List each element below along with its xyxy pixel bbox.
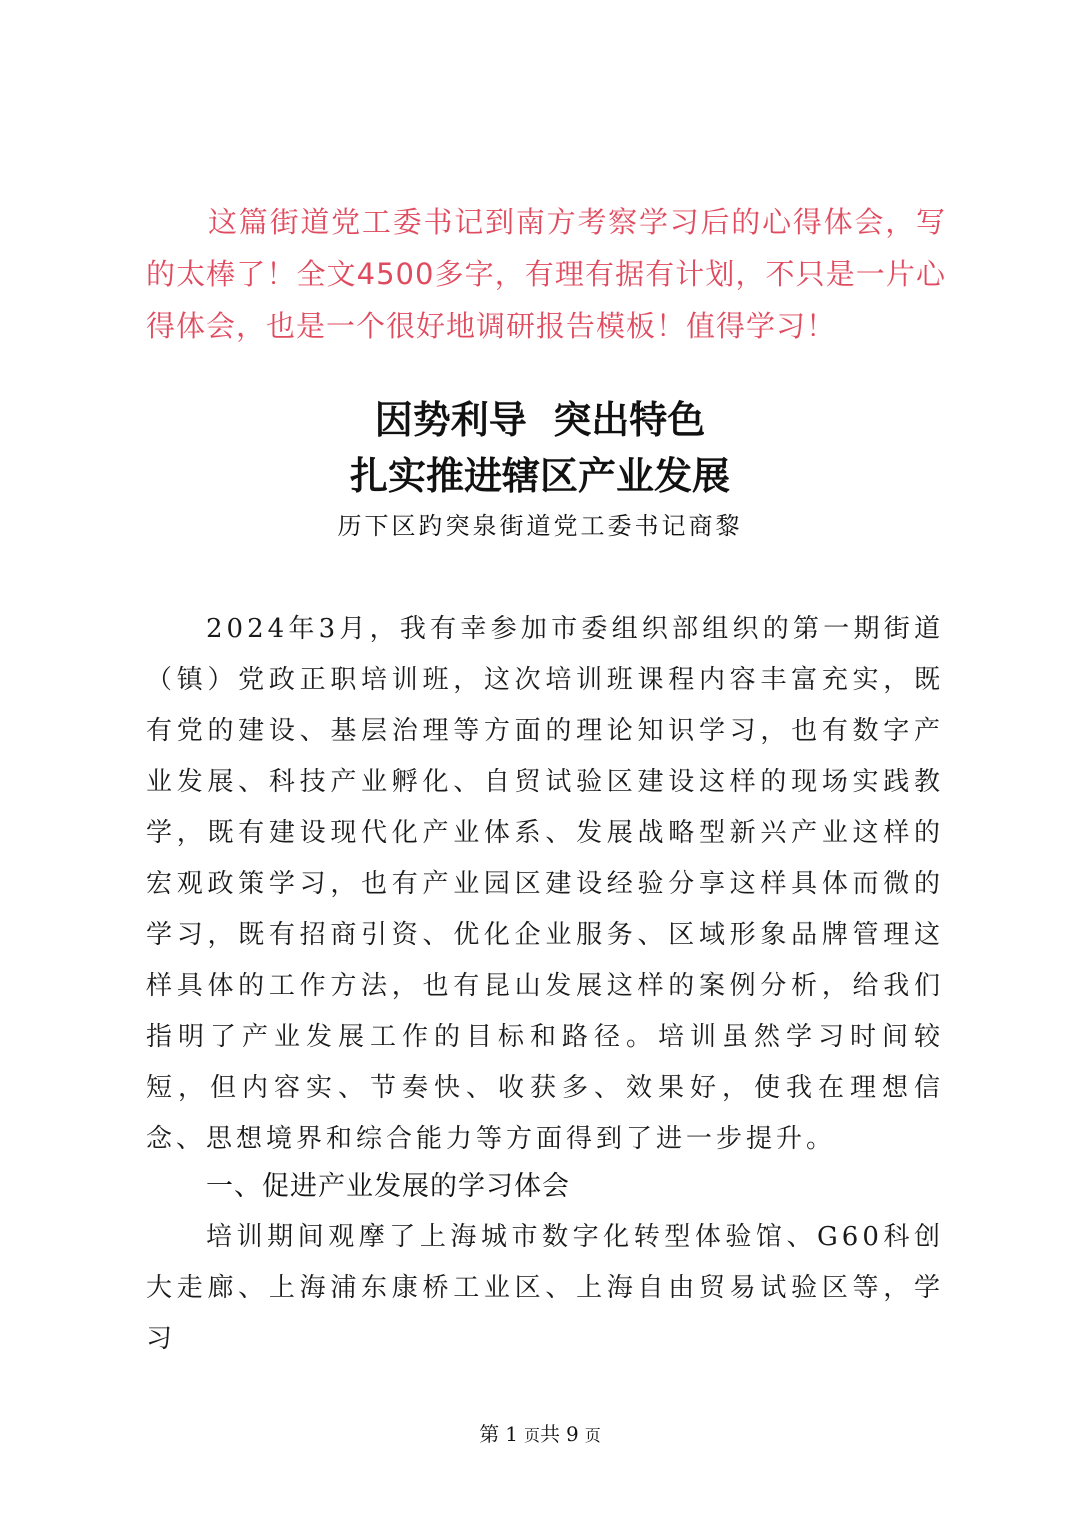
title-line-1: 因势利导 突出特色	[374, 397, 706, 442]
body-paragraph-2: 培训期间观摩了上海城市数字化转型体验馆、G60科创大走廊、上海浦东康桥工业区、上海自由贸易试验区等，学习	[146, 1222, 944, 1354]
footer-total-pages: 9	[566, 1422, 579, 1446]
title-line-2: 扎实推进辖区产业发展	[349, 453, 730, 498]
section-heading: 一、促进产业发展的学习体会	[206, 1171, 570, 1202]
page-footer	[0, 1418, 1080, 1447]
footer-page-word: 页	[523, 1426, 540, 1445]
footer-suffix: 页	[584, 1426, 601, 1445]
footer-total-word: 共	[540, 1422, 560, 1446]
footer-current-page: 1	[505, 1422, 518, 1446]
author-byline: 历下区趵突泉街道党工委书记商黎	[337, 512, 743, 540]
editor-note: 这篇街道党工委书记到南方考察学习后的心得体会，写的太棒了！全文4500多字，有理有据有计划，不只是一片心得体会，也是一个很好地调研报告模板！值得学习！	[146, 205, 946, 343]
footer-prefix: 第	[479, 1422, 500, 1446]
document-title	[0, 392, 1080, 504]
body-paragraph-1: 2024年3月，我有幸参加市委组织部组织的第一期街道（镇）党政正职培训班，这次培训班课程内容丰富充实，既有党的建设、基层治理等方面的理论知识学习，也有数字产业发展、科技产业孵化、自贸试验区建设这样的现场实践教学，既有建设现代化产业体系、发展战略型新兴产业这样的宏观政策学习，也有产业园区建设经验分享这样具体而微的学习，既有招商引资、优化企业服务、区域形象品牌管理这样具体的工作方法，也有昆山发展这样的案例分析，给我们指明了产业发展工作的目标和路径。培训虽然学习时间较短，但内容实、节奏快、收获多、效果好，使我在理想信念、思想境界和综合能力等方面得到了进一步提升。	[146, 614, 944, 1154]
